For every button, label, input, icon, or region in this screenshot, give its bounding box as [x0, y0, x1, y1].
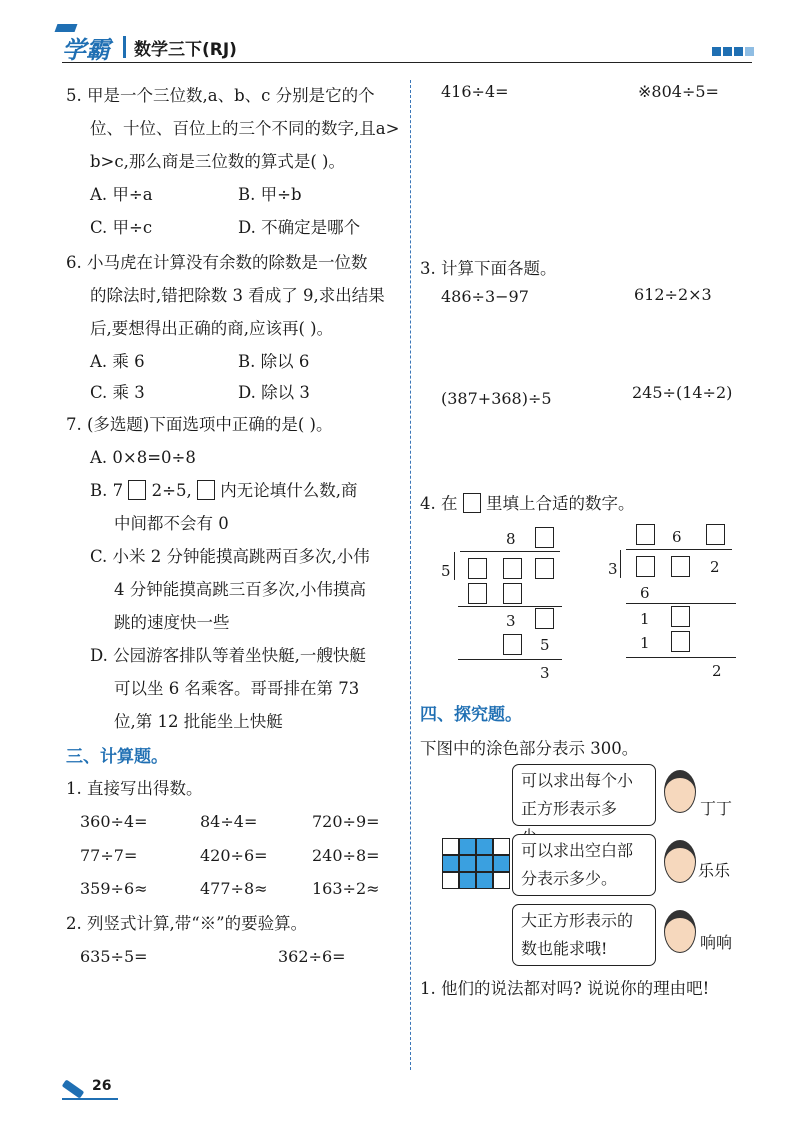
explore-question-1: 1. 他们的说法都对吗? 说说你的理由吧!	[420, 979, 710, 998]
mental-item: 420÷6=	[200, 846, 268, 865]
problem-4-title: 4. 在 里填上合适的数字。	[420, 494, 635, 513]
section-3-title: 三、计算题。	[66, 747, 168, 767]
header-rule	[62, 62, 752, 63]
mental-item: 720÷9=	[312, 812, 380, 831]
mental-item: 240÷8=	[312, 846, 380, 865]
option-b: B. 除以 6	[238, 352, 310, 371]
blank-box[interactable]	[671, 606, 690, 627]
pen-icon	[62, 1079, 85, 1098]
option-c: C. 乘 3	[90, 383, 145, 402]
mental-item: 77÷7=	[80, 846, 138, 865]
blank-box[interactable]	[197, 480, 215, 500]
mental-item: 360÷4=	[80, 812, 148, 831]
blank-box[interactable]	[671, 631, 690, 652]
blank-box[interactable]	[671, 556, 690, 577]
blank-box[interactable]	[468, 558, 487, 579]
blank-box[interactable]	[535, 608, 554, 629]
problem-2-title: 2. 列竖式计算,带“※”的要验算。	[66, 914, 308, 933]
blank-box[interactable]	[503, 583, 522, 604]
calc-expr: (387+368)÷5	[441, 389, 552, 408]
problem-3-title: 3. 计算下面各题。	[420, 259, 557, 278]
blank-box[interactable]	[706, 524, 725, 545]
question-6: 6. 小马虎在计算没有余数的除数是一位数 的除法时,错把除数 3 看成了 9,求出结果 后,要想得出正确的商,应该再( )。 A. 乘 6 B. 除以 6 C. 乘 3 D. 除以 3	[66, 246, 406, 407]
mental-item: 477÷8≈	[200, 879, 268, 898]
blank-box[interactable]	[503, 558, 522, 579]
option-c: C. 小米 2 分钟能摸高跳两百多次,小伟	[90, 547, 370, 566]
character-name: 响响	[700, 933, 733, 952]
vertical-calc-b: 362÷6=	[278, 947, 346, 966]
question-7: 7. (多选题)下面选项中正确的是( )。 A. 0×8=0÷8 B. 7 2÷5, 内无论填什么数,商 中间都不会有 0 C. 小米 2 分钟能摸高跳两百多次,小伟 4 分钟能摸高跳三百多次,小伟摸高 跳的速度快一些 D. 公园游客排队等着坐快艇,一艘快艇 可以坐 6 名乘客。哥哥排在第 73 位,第 12 批能坐上快艇	[66, 408, 411, 738]
character-name: 乐乐	[698, 861, 731, 880]
avatar-lele	[664, 840, 696, 883]
mental-item: 359÷6≈	[80, 879, 148, 898]
avatar-xiangxiang	[664, 910, 696, 953]
speech-bubble-lele: 可以求出空白部 分表示多少。	[512, 834, 656, 896]
option-d: D. 不确定是哪个	[238, 218, 361, 237]
calc-804: ※804÷5=	[638, 82, 719, 101]
explore-intro: 下图中的涂色部分表示 300。	[420, 739, 639, 758]
blank-box[interactable]	[535, 558, 554, 579]
speech-bubble-dingding: 可以求出每个小 正方形表示多	[512, 764, 656, 826]
calc-expr: 486÷3−97	[441, 287, 529, 306]
division-bracket	[454, 552, 465, 580]
book-subtitle: 数学三下(RJ)	[134, 40, 237, 60]
brand-divider	[123, 36, 126, 58]
avatar-dingding	[664, 770, 696, 813]
character-name: 丁丁	[700, 799, 733, 818]
speech-bubble-xiangxiang: 大正方形表示的 数也能求哦!	[512, 904, 656, 966]
option-b: B. 7 2÷5, 内无论填什么数,商	[90, 481, 358, 500]
option-a: A. 甲÷a	[90, 185, 153, 204]
problem-1: 1. 直接写出得数。	[66, 779, 203, 798]
page-number: 26	[92, 1078, 112, 1094]
footer-rule	[62, 1098, 118, 1100]
calc-expr: 245÷(14÷2)	[632, 383, 733, 402]
option-a: A. 乘 6	[90, 352, 145, 371]
graduation-cap-icon	[55, 24, 78, 32]
brand-text: 学霸	[62, 36, 110, 64]
division-bracket	[620, 550, 631, 578]
blank-box[interactable]	[636, 524, 655, 545]
blank-box[interactable]	[535, 527, 554, 548]
blank-box[interactable]	[468, 583, 487, 604]
blank-box	[463, 493, 481, 513]
calc-expr: 612÷2×3	[634, 285, 712, 304]
option-a: A. 0×8=0÷8	[90, 448, 196, 467]
section-4-title: 四、探究题。	[420, 705, 522, 725]
option-d: D. 除以 3	[238, 383, 310, 402]
vertical-calc-a: 635÷5=	[80, 947, 148, 966]
blank-box[interactable]	[503, 634, 522, 655]
blank-box[interactable]	[128, 480, 146, 500]
mental-item: 163÷2≈	[312, 879, 380, 898]
calc-416: 416÷4=	[441, 82, 509, 101]
question-5: 5. 甲是一个三位数,a、b、c 分别是它的个 位、十位、百位上的三个不同的数字,且a> b>c,那么商是三位数的算式是( )。 A. 甲÷a B. 甲÷b C. 甲÷c D. 不确定是哪个	[66, 79, 406, 244]
blank-box[interactable]	[636, 556, 655, 577]
option-d: D. 公园游客排队等着坐快艇,一艘快艇	[90, 646, 366, 665]
mental-item: 84÷4=	[200, 812, 258, 831]
option-c: C. 甲÷c	[90, 218, 153, 237]
logo	[62, 30, 110, 65]
option-b: B. 甲÷b	[238, 185, 302, 204]
